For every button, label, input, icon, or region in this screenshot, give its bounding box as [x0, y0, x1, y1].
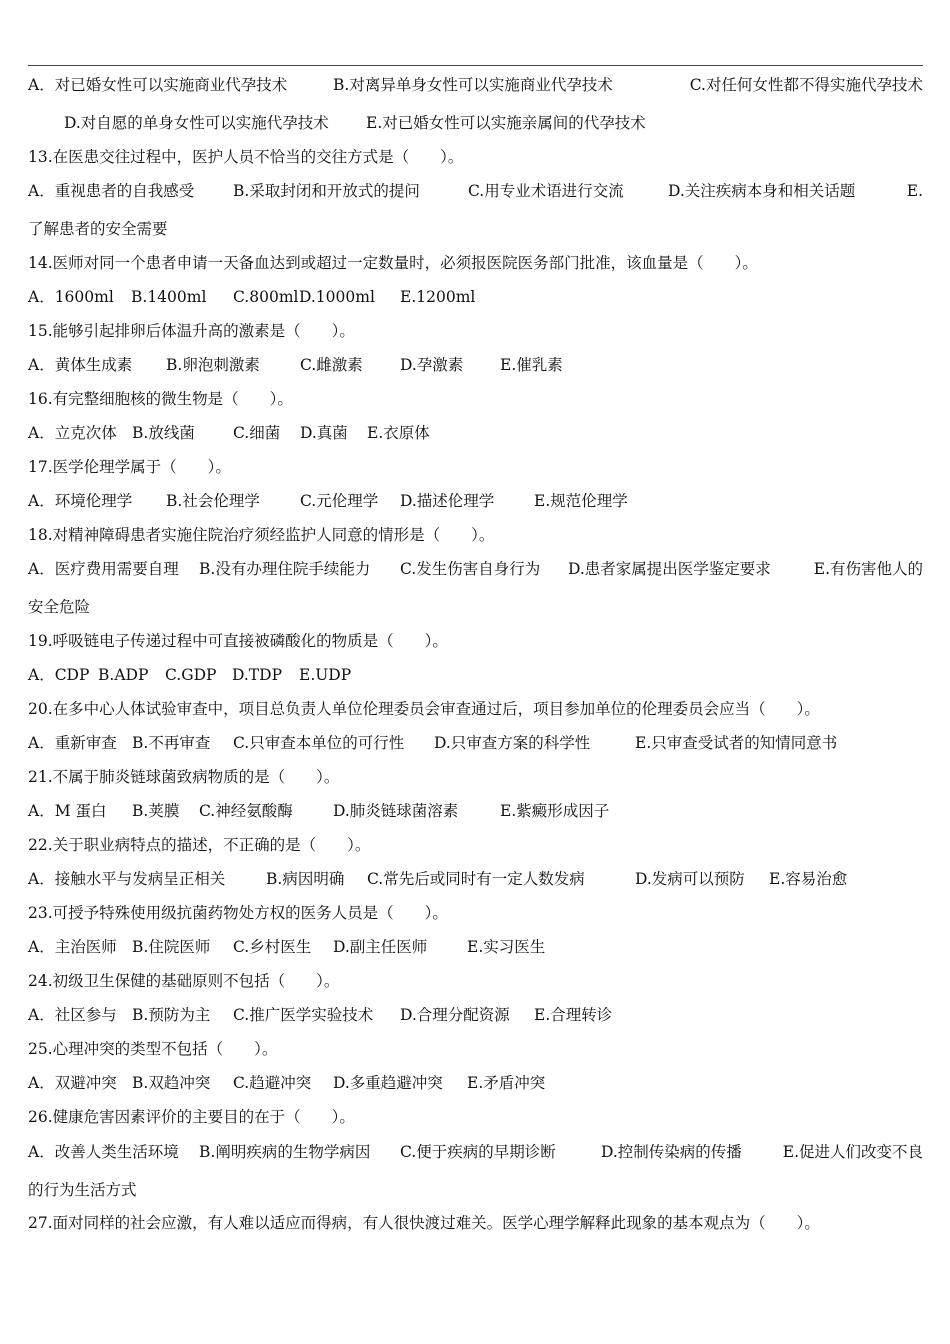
q26-option-e: E.促进人们改变不良	[782, 1143, 923, 1161]
q20-option-b: B.不再审查	[132, 734, 211, 752]
q12-options-line1	[28, 75, 923, 95]
q26-stem: 26.健康危害因素评价的主要目的在于（ ）。	[28, 1108, 355, 1126]
q15-option-d: D.孕激素	[400, 356, 464, 374]
q18-stem: 18.对精神障碍患者实施住院治疗须经监护人同意的情形是（ ）。	[28, 526, 495, 544]
q25-option-e: E.矛盾冲突	[467, 1074, 546, 1092]
q18-option-e-continued: 安全危险	[28, 598, 91, 616]
q24-option-b: B.预防为主	[132, 1006, 211, 1024]
q14-option-d: D.1000ml	[299, 288, 375, 306]
q18-option-a: A．医疗费用需要自理	[28, 560, 179, 578]
q26-option-b: B.阐明疾病的生物学病因	[199, 1143, 371, 1161]
q15-option-a: A．黄体生成素	[28, 356, 133, 374]
q16-option-d: D.真菌	[300, 424, 348, 442]
q25-option-c: C.趋避冲突	[233, 1074, 312, 1092]
q14-option-e: E.1200ml	[400, 288, 476, 306]
q16-option-c: C.细菌	[233, 424, 281, 442]
q19-option-e: E.UDP	[299, 666, 352, 684]
q13-option-d: D.关注疾病本身和相关话题	[668, 182, 856, 200]
top-rule	[28, 65, 923, 66]
q25-stem: 25.心理冲突的类型不包括（ ）。	[28, 1040, 278, 1058]
q18-option-c: C.发生伤害自身行为	[400, 560, 541, 578]
q23-option-e: E.实习医生	[467, 938, 546, 956]
q19-stem: 19.呼吸链电子传递过程中可直接被磷酸化的物质是（ ）。	[28, 632, 448, 650]
q12-option-e: E.对已婚女性可以实施亲属间的代孕技术	[366, 114, 646, 132]
q20-option-a: A．重新审查	[28, 734, 117, 752]
q18-options	[28, 559, 923, 579]
q14-option-a: A．1600ml	[28, 288, 114, 306]
q17-option-b: B.社会伦理学	[166, 492, 260, 510]
q18-option-e: E.有伤害他人的	[813, 560, 923, 578]
q15-option-c: C.雌激素	[300, 356, 363, 374]
q23-option-b: B.住院医师	[132, 938, 211, 956]
q23-option-a: A．主治医师	[28, 938, 117, 956]
q18-option-b: B.没有办理住院手续能力	[199, 560, 371, 578]
q20-option-d: D.只审查方案的科学性	[434, 734, 591, 752]
q26-option-d: D.控制传染病的传播	[601, 1143, 742, 1161]
q21-option-c: C.神经氨酸酶	[199, 802, 293, 820]
q16-option-b: B.放线菌	[132, 424, 195, 442]
q12-option-c: C.对任何女性都不得实施代孕技术	[689, 76, 923, 94]
q20-option-e: E.只审查受试者的知情同意书	[635, 734, 838, 752]
q21-option-b: B.荚膜	[132, 802, 180, 820]
q24-option-d: D.合理分配资源	[400, 1006, 510, 1024]
q20-stem: 20.在多中心人体试验审查中，项目总负责人单位伦理委员会审查通过后，项目参加单位的伦理委员会应当（ ）。	[28, 700, 820, 718]
q24-option-a: A．社区参与	[28, 1006, 117, 1024]
q13-option-e-continued: 了解患者的安全需要	[28, 220, 168, 238]
q13-stem: 13.在医患交往过程中，医护人员不恰当的交往方式是（ ）。	[28, 148, 464, 166]
q17-stem: 17.医学伦理学属于（ ）。	[28, 458, 231, 476]
q26-option-a: A．改善人类生活环境	[28, 1143, 179, 1161]
q20-option-c: C.只审查本单位的可行性	[233, 734, 405, 752]
q13-option-a: A．重视患者的自我感受	[28, 182, 195, 200]
q24-stem: 24.初级卫生保健的基础原则不包括（ ）。	[28, 972, 340, 990]
q21-stem: 21.不属于肺炎链球菌致病物质的是（ ）。	[28, 768, 340, 786]
q23-option-d: D.副主任医师	[333, 938, 428, 956]
q16-option-a: A．立克次体	[28, 424, 117, 442]
q21-option-d: D.肺炎链球菌溶素	[333, 802, 459, 820]
q26-options	[28, 1142, 923, 1162]
q23-stem: 23.可授予特殊使用级抗菌药物处方权的医务人员是（ ）。	[28, 904, 448, 922]
q17-option-e: E.规范伦理学	[534, 492, 628, 510]
q15-stem: 15.能够引起排卵后体温升高的激素是（ ）。	[28, 322, 355, 340]
q13-option-b: B.采取封闭和开放式的提问	[233, 182, 420, 200]
q14-stem: 14.医师对同一个患者申请一天备血达到或超过一定数量时，必须报医院医务部门批准，该血量是（ ）。	[28, 254, 758, 272]
q21-option-e: E.紫癜形成因子	[500, 802, 610, 820]
q12-option-b: B.对离异单身女性可以实施商业代孕技术	[333, 76, 613, 94]
q17-option-a: A．环境伦理学	[28, 492, 133, 510]
q19-option-d: D.TDP	[232, 666, 282, 684]
q19-option-b: B.ADP	[98, 666, 149, 684]
q19-option-c: C.GDP	[165, 666, 217, 684]
q22-option-e: E.容易治愈	[769, 870, 848, 888]
q25-option-d: D.多重趋避冲突	[333, 1074, 443, 1092]
q17-option-c: C.元伦理学	[300, 492, 379, 510]
q12-option-a: A．对已婚女性可以实施商业代孕技术	[28, 76, 288, 94]
q15-option-b: B.卵泡刺激素	[166, 356, 260, 374]
q22-option-a: A．接触水平与发病呈正相关	[28, 870, 226, 888]
q22-stem: 22.关于职业病特点的描述，不正确的是（ ）。	[28, 836, 371, 854]
q26-option-c: C.便于疾病的早期诊断	[400, 1143, 556, 1161]
q22-option-b: B.病因明确	[266, 870, 345, 888]
q16-option-e: E.衣原体	[367, 424, 430, 442]
q13-option-c: C.用专业术语进行交流	[468, 182, 624, 200]
q27-stem: 27.面对同样的社会应激，有人难以适应而得病，有人很快渡过难关。医学心理学解释此现象的基本观点为（ ）。	[28, 1214, 820, 1232]
q23-option-c: C.乡村医生	[233, 938, 312, 956]
q25-option-b: B.双趋冲突	[132, 1074, 211, 1092]
q13-options	[28, 181, 923, 201]
q13-option-e: E.	[906, 182, 923, 200]
q17-option-d: D.描述伦理学	[400, 492, 495, 510]
q22-option-d: D.发病可以预防	[635, 870, 745, 888]
q25-option-a: A．双避冲突	[28, 1074, 117, 1092]
q22-option-c: C.常先后或同时有一定人数发病	[367, 870, 585, 888]
q21-option-a: A．M 蛋白	[28, 802, 107, 820]
q14-option-c: C.800ml	[233, 288, 299, 306]
q14-option-b: B.1400ml	[131, 288, 207, 306]
q26-option-e-continued: 的行为生活方式	[28, 1181, 137, 1199]
q16-stem: 16.有完整细胞核的微生物是（ ）。	[28, 390, 293, 408]
q24-option-c: C.推广医学实验技术	[233, 1006, 374, 1024]
q19-option-a: A．CDP	[28, 666, 90, 684]
q15-option-e: E.催乳素	[500, 356, 563, 374]
q24-option-e: E.合理转诊	[534, 1006, 613, 1024]
q12-option-d: D.对自愿的单身女性可以实施代孕技术	[64, 114, 329, 132]
q18-option-d: D.患者家属提出医学鉴定要求	[568, 560, 771, 578]
